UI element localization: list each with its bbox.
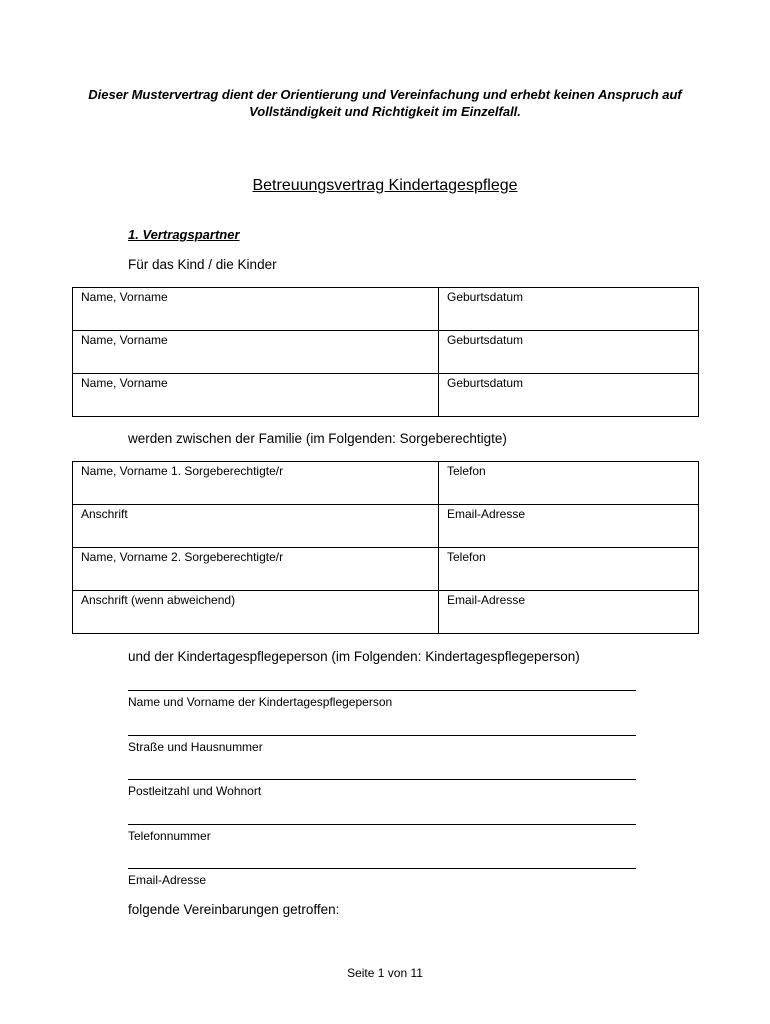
- disclaimer-line-2: Vollständigkeit und Richtigkeit im Einzelfall.: [249, 104, 521, 119]
- table-row: [73, 374, 699, 417]
- family-table: [72, 461, 699, 634]
- table-row: [73, 591, 699, 634]
- guardian2-name-field[interactable]: Name, Vorname 2. Sorgeberechtigte/r: [73, 548, 439, 591]
- document-title: Betreuungsvertrag Kindertagespflege: [252, 177, 518, 194]
- email-blank[interactable]: [128, 868, 636, 887]
- phone-blank[interactable]: [128, 824, 636, 843]
- table-row: [73, 288, 699, 331]
- child-birthdate-field[interactable]: Geburtsdatum: [439, 331, 699, 374]
- guardian2-phone-field[interactable]: Telefon: [439, 548, 699, 591]
- fill-line: [128, 868, 636, 869]
- fill-line: [128, 824, 636, 825]
- family-intro: werden zwischen der Familie (im Folgenden: Sorgeberechtigte): [128, 431, 507, 446]
- table-row: [73, 548, 699, 591]
- fill-line: [128, 690, 636, 691]
- table-row: [73, 331, 699, 374]
- page-number: Seite 1 von 11: [347, 966, 423, 980]
- caregiver-name-blank[interactable]: [128, 690, 636, 709]
- street-label: Straße und Hausnummer: [128, 740, 263, 754]
- child-name-field[interactable]: Name, Vorname: [73, 288, 439, 331]
- guardian1-email-field[interactable]: Email-Adresse: [439, 505, 699, 548]
- closing-text: folgende Vereinbarungen getroffen:: [128, 902, 340, 917]
- postal-city-blank[interactable]: [128, 779, 636, 798]
- postal-city-label: Postleitzahl und Wohnort: [128, 784, 262, 798]
- child-birthdate-field[interactable]: Geburtsdatum: [439, 288, 699, 331]
- section-heading-vertragspartner: 1. Vertragspartner: [128, 227, 240, 242]
- guardian1-phone-field[interactable]: Telefon: [439, 462, 699, 505]
- table-row: [73, 505, 699, 548]
- disclaimer: [0, 86, 770, 120]
- guardian2-email-field[interactable]: Email-Adresse: [439, 591, 699, 634]
- guardian2-address-field[interactable]: Anschrift (wenn abweichend): [73, 591, 439, 634]
- guardian1-address-field[interactable]: Anschrift: [73, 505, 439, 548]
- guardian1-name-field[interactable]: Name, Vorname 1. Sorgeberechtigte/r: [73, 462, 439, 505]
- children-intro: Für das Kind / die Kinder: [128, 257, 277, 272]
- fill-line: [128, 735, 636, 736]
- caregiver-name-label: Name und Vorname der Kindertagespflegeperson: [128, 695, 393, 709]
- child-name-field[interactable]: Name, Vorname: [73, 374, 439, 417]
- caregiver-intro: und der Kindertagespflegeperson (im Folgenden: Kindertagespflegeperson): [128, 649, 580, 664]
- phone-label: Telefonnummer: [128, 829, 211, 843]
- email-label: Email-Adresse: [128, 873, 207, 887]
- child-birthdate-field[interactable]: Geburtsdatum: [439, 374, 699, 417]
- child-name-field[interactable]: Name, Vorname: [73, 331, 439, 374]
- table-row: [73, 462, 699, 505]
- children-table: [72, 287, 699, 417]
- disclaimer-line-1: Dieser Mustervertrag dient der Orientierung und Vereinfachung und erhebt keinen Anspruch auf: [88, 87, 682, 102]
- street-blank[interactable]: [128, 735, 636, 754]
- fill-line: [128, 779, 636, 780]
